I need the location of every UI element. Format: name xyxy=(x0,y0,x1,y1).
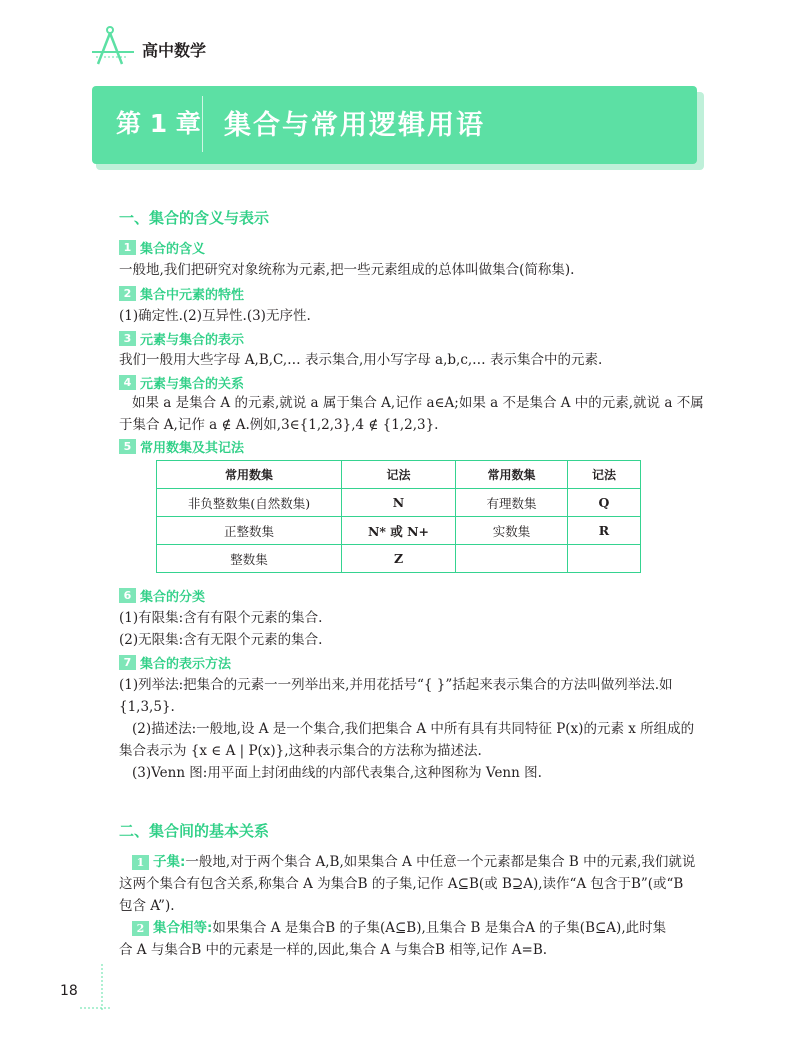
term-label: 子集: xyxy=(153,854,186,870)
column-header: 常用数集 xyxy=(456,461,568,489)
subsection-title: 元素与集合的关系 xyxy=(140,376,245,392)
paragraph-line: 合 A 与集合B 中的元素是一样的,因此,集合 A 与集合B 相等,记作 A=B. xyxy=(119,942,548,958)
table-row xyxy=(157,545,641,573)
subsection-heading xyxy=(119,238,205,256)
chapter-divider xyxy=(202,96,203,152)
table-cell: 实数集 xyxy=(456,517,568,545)
chapter-label: 第 1 章 xyxy=(116,109,201,138)
item-number: 2 xyxy=(119,286,136,301)
paragraph-line: 集合表示为 {x ∈ A | P(x)},这种表示集合的方法称为描述法. xyxy=(119,743,482,759)
paragraph-line: 如果 a 是集合 A 的元素,就说 a 属于集合 A,记作 a∈A;如果 a 不是集合 A 中的元素,就说 a 不属 xyxy=(132,395,704,411)
subsection-title: 常用数集及其记法 xyxy=(140,440,245,456)
column-header: 记法 xyxy=(342,461,456,489)
number-sets-table xyxy=(156,460,641,573)
table-row xyxy=(157,489,641,517)
corner-ornament-icon xyxy=(80,960,110,1015)
paragraph-text: 一般地,对于两个集合 A,B,如果集合 A 中任意一个元素都是集合 B 中的元素,我们就说 xyxy=(185,854,696,870)
table-cell: 正整数集 xyxy=(157,517,342,545)
subsection-title: 集合的表示方法 xyxy=(140,656,232,672)
book-title: 高中数学 xyxy=(142,41,207,60)
subsection-title: 集合的含义 xyxy=(140,241,206,257)
page-header xyxy=(90,24,290,74)
paragraph-line: 这两个集合有包含关系,称集合 A 为集合B 的子集,记作 A⊆B(或 B⊇A),读作“A 包含于B”(或“B xyxy=(119,876,684,892)
chapter-banner xyxy=(92,86,697,164)
subsection-heading xyxy=(119,329,244,347)
section-title: 二、集合间的基本关系 xyxy=(119,822,270,840)
table-cell: N xyxy=(342,489,456,517)
subsection-heading xyxy=(119,373,244,391)
paragraph-line xyxy=(132,919,667,937)
item-number: 1 xyxy=(132,855,149,870)
table-cell: Z xyxy=(342,545,456,573)
table-cell: 非负整数集(自然数集) xyxy=(157,489,342,517)
subsection-heading xyxy=(119,653,231,671)
table-cell: 整数集 xyxy=(157,545,342,573)
subsection-heading xyxy=(119,284,244,302)
column-header: 记法 xyxy=(568,461,641,489)
subsection-title: 集合的分类 xyxy=(140,589,206,605)
item-number: 5 xyxy=(119,439,136,454)
paragraph-line: (1)有限集:含有有限个元素的集合. xyxy=(119,610,323,626)
paragraph-text: 如果集合 A 是集合B 的子集(A⊆B),且集合 B 是集合A 的子集(B⊆A),此时集 xyxy=(212,920,667,936)
table-cell xyxy=(456,545,568,573)
chapter-title: 集合与常用逻辑用语 xyxy=(224,110,485,141)
item-number: 4 xyxy=(119,375,136,390)
paragraph-line: (2)描述法:一般地,设 A 是一个集合,我们把集合 A 中所有具有共同特征 P(x)的元素 x 所组成的 xyxy=(132,721,695,737)
paragraph-line xyxy=(132,853,696,871)
paragraph-line: {1,3,5}. xyxy=(119,699,175,715)
term-label: 集合相等: xyxy=(153,920,213,936)
paragraph-line: 包含 A”). xyxy=(119,898,175,914)
page-number: 18 xyxy=(60,983,78,999)
paragraph-line: (3)Venn 图:用平面上封闭曲线的内部代表集合,这种图称为 Venn 图. xyxy=(132,765,542,781)
item-number: 6 xyxy=(119,588,136,603)
subsection-heading xyxy=(119,437,244,455)
subsection-heading xyxy=(119,586,205,604)
table-cell: N* 或 N+ xyxy=(342,517,456,545)
paragraph-line: 我们一般用大些字母 A,B,C,… 表示集合,用小写字母 a,b,c,… 表示集合中的元素. xyxy=(119,352,603,368)
paragraph-line: 一般地,我们把研究对象统称为元素,把一些元素组成的总体叫做集合(简称集). xyxy=(119,262,575,278)
table-cell xyxy=(568,545,641,573)
table-cell: R xyxy=(568,517,641,545)
paragraph-line: 于集合 A,记作 a ∉ A.例如,3∈{1,2,3},4 ∉ {1,2,3}. xyxy=(119,417,439,433)
item-number: 7 xyxy=(119,655,136,670)
table-header-row xyxy=(157,461,641,489)
section-title: 一、集合的含义与表示 xyxy=(119,209,270,227)
subsection-title: 集合中元素的特性 xyxy=(140,287,245,303)
item-number: 2 xyxy=(132,921,149,936)
paragraph-line: (1)列举法:把集合的元素一一列举出来,并用花括号“{ }”括起来表示集合的方法叫做列举法.如 xyxy=(119,677,673,693)
paragraph-line: (1)确定性.(2)互异性.(3)无序性. xyxy=(119,308,311,324)
subsection-title: 元素与集合的表示 xyxy=(140,332,245,348)
item-number: 3 xyxy=(119,331,136,346)
compass-logo-icon xyxy=(90,24,142,70)
column-header: 常用数集 xyxy=(157,461,342,489)
table-cell: Q xyxy=(568,489,641,517)
paragraph-line: (2)无限集:含有无限个元素的集合. xyxy=(119,632,323,648)
table-row xyxy=(157,517,641,545)
table-cell: 有理数集 xyxy=(456,489,568,517)
item-number: 1 xyxy=(119,240,136,255)
